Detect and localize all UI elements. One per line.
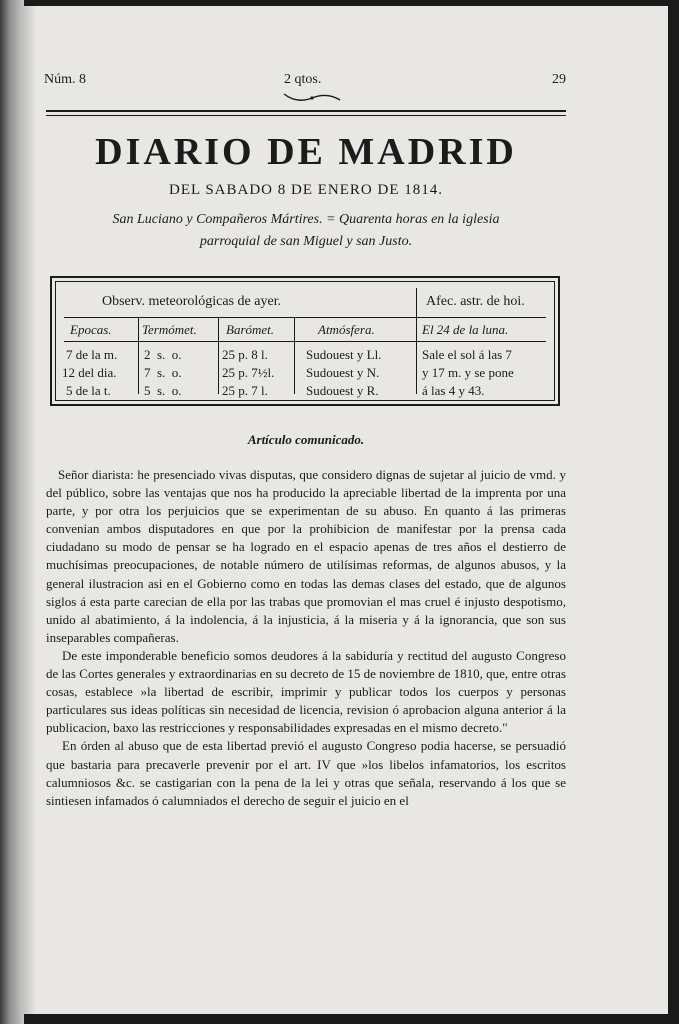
column-epocas: Epocas. (70, 322, 112, 337)
weather-divider (294, 318, 295, 394)
header-rule-thin (46, 115, 566, 116)
dateline: DEL SABADO 8 DE ENERO DE 1814. (168, 182, 443, 198)
issue-price: 2 qtos. (284, 72, 322, 87)
column-atmosfera: Atmósfera. (318, 322, 375, 337)
barometro-cell: 25 p. 7 l. (222, 383, 268, 398)
column-barometro: Barómet. (226, 322, 275, 337)
luna-cell: Sale el sol á las 7 (422, 347, 512, 362)
article-body (46, 466, 566, 810)
issue-number: Núm. 8 (44, 72, 86, 87)
article-title: Artículo comunicado. (247, 432, 365, 447)
saints-line-2: parroquial de san Miguel y san Justo. (199, 234, 413, 249)
newspaper-page (22, 6, 668, 1014)
epoca-cell: 12 del dia. (62, 365, 117, 380)
luna-cell: y 17 m. y se pone (422, 365, 514, 380)
article-paragraph: Señor diarista: he presenciado vivas disputas, que considero dignas de sujetar al juicio de vmd. y del público, sobre las ventajas que nos ha producido la apreciable libertad de la imprenta por una parte, y por otra los perjuicios que se experimentan de su abuso. En quanto á las primeras convenian ambos disputadores en que por la prohibicion de manifestar por la prensa cada ciudadano su modo de pensar se ha logrado en el espacio apenas de tres años el destierro de muchísimas preocupaciones, de notable número de utilísimas reformas, de algunos abusos, y la general ilustracion asi en el Gobierno como en todas las demas clases del estado, que de algunos siglos á esta parte carecian de ella por las trabas que promovian el mas cruel é injusto despotismo, unido al abatimiento, á la indolencia, á la injusticia, á la miseria y á la ignorancia, que son sus inseparables compañeras. (46, 467, 566, 645)
barometro-cell: 25 p. 7½l. (222, 365, 275, 380)
luna-cell: á las 4 y 43. (422, 383, 485, 398)
article-paragraph: De este imponderable beneficio somos deudores á la sabiduría y rectitud del augusto Congreso de las Cortes generales y extraordinarias en su decreto de 15 de noviembre de 1810, que, entre otras cosas, establece »la libertad de escribir, imprimir y publicar todos los cuerpos y personas particulares sus ideas políticas sin necesidad de licencia, revision ó aprobacion alguna anterior á la publicacion, baxo las restricciones y responsabilidades expresadas en el mismo decreto." (46, 647, 566, 736)
weather-table (50, 276, 560, 406)
saints-line-1: San Luciano y Compañeros Mártires. = Quarenta horas en la iglesia (112, 212, 500, 227)
atmosfera-cell: Sudouest y R. (306, 383, 379, 398)
header-rule-thick (46, 110, 566, 112)
weather-column-rule (64, 341, 546, 342)
atmosfera-cell: Sudouest y Ll. (306, 347, 382, 362)
atmosfera-cell: Sudouest y N. (306, 365, 380, 380)
weather-table-inner-border (55, 281, 555, 401)
weather-heading-observations: Observ. meteorológicas de ayer. (102, 294, 282, 309)
epoca-cell: 5 de la t. (66, 383, 111, 398)
weather-divider (218, 318, 219, 394)
termometro-cell: 2 s. o. (144, 347, 182, 362)
article-paragraph: En órden al abuso que de esta libertad previó el augusto Congreso podia hacerse, se persuadió que bastaria para precaverle prevenir por el art. IV que »los libelos infamatorios, los escritos calumniosos &c. se castigarian con la pena de la lei y otras que señala, reservando á los que se sintiesen infamados ó calumniados el derecho de seguir el juicio en el (46, 738, 566, 808)
page-number: 29 (552, 72, 566, 87)
epoca-cell: 7 de la m. (66, 347, 118, 362)
weather-divider (138, 318, 139, 394)
column-termometro: Termómet. (142, 322, 197, 337)
column-luna: El 24 de la luna. (422, 322, 509, 337)
termometro-cell: 5 s. o. (144, 383, 182, 398)
book-spine (0, 0, 24, 1024)
masthead-title: DIARIO DE MADRID (95, 131, 517, 173)
weather-heading-astronomy: Afec. astr. de hoi. (426, 294, 525, 309)
termometro-cell: 7 s. o. (144, 365, 182, 380)
weather-header-rule (64, 317, 546, 318)
barometro-cell: 25 p. 8 l. (222, 347, 268, 362)
flourish-ornament-icon (282, 90, 342, 104)
